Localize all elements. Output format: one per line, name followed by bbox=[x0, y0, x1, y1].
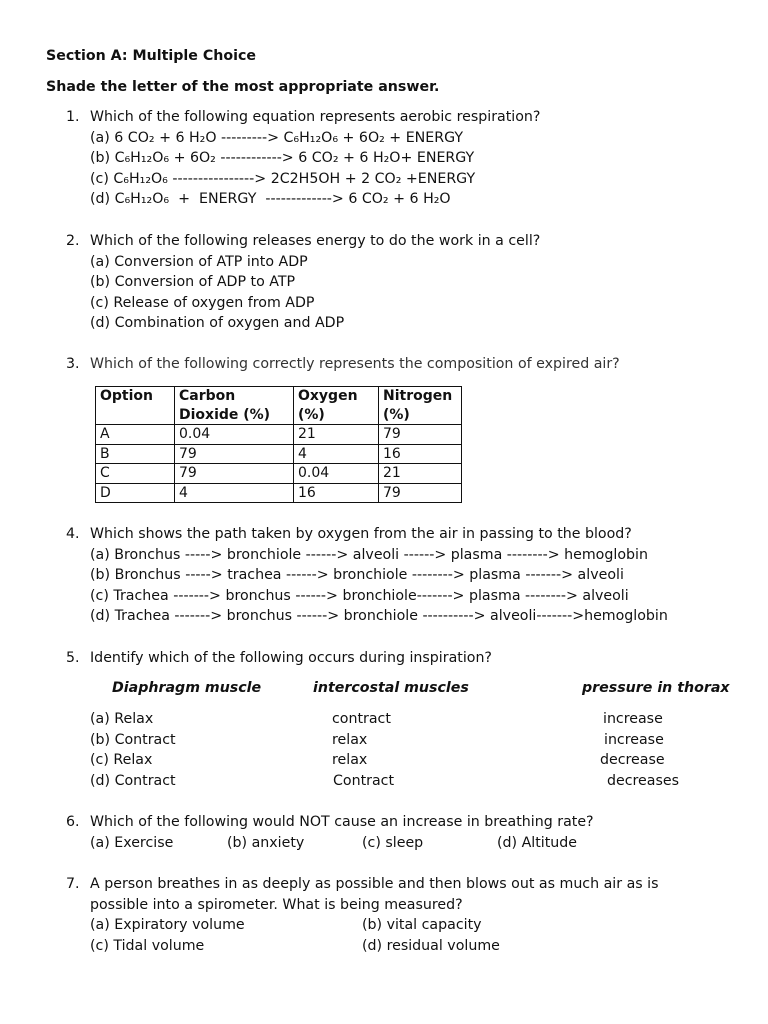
option-c[interactable]: (c) sleep bbox=[362, 834, 424, 851]
expired-air-table bbox=[95, 386, 462, 503]
question-7 bbox=[66, 874, 746, 956]
intercostal-value: relax bbox=[332, 752, 368, 768]
question-number: 5. bbox=[66, 650, 80, 666]
table-cell: 4 bbox=[294, 444, 379, 464]
table-cell: 0.04 bbox=[175, 425, 294, 445]
option-b[interactable]: (b) Conversion of ADP to ATP bbox=[90, 274, 296, 291]
question-stem-line-1: A person breathes in as deeply as possible and then blows out as much air as is bbox=[90, 876, 659, 892]
question-5 bbox=[66, 648, 746, 669]
table-row bbox=[96, 425, 462, 445]
question-6 bbox=[66, 812, 746, 853]
option-c[interactable] bbox=[90, 750, 730, 770]
question-number: 2. bbox=[66, 233, 80, 249]
table-cell: 79 bbox=[175, 464, 294, 484]
option-a[interactable]: (a) Bronchus -----> bronchiole ------> alveoli ------> plasma --------> hemoglobin bbox=[90, 546, 648, 563]
question-stem: Which shows the path taken by oxygen from the air in passing to the blood? bbox=[90, 526, 632, 542]
table-cell: C bbox=[96, 464, 175, 484]
option-b[interactable]: (b) anxiety bbox=[227, 834, 305, 851]
table-cell: 79 bbox=[379, 425, 462, 445]
question-stem: Identify which of the following occurs during inspiration? bbox=[90, 650, 492, 666]
question-2 bbox=[66, 231, 746, 334]
header-intercostal: intercostal muscles bbox=[313, 680, 469, 696]
option-a[interactable]: (a) Conversion of ATP into ADP bbox=[90, 253, 308, 270]
option-d[interactable] bbox=[90, 771, 730, 791]
option-c[interactable]: (c) Tidal volume bbox=[90, 937, 205, 954]
diaphragm-value: (d) Contract bbox=[90, 773, 176, 789]
table-cell: A bbox=[96, 425, 175, 445]
option-c[interactable]: (c) Trachea -------> bronchus ------> bronchiole-------> plasma --------> alveoli bbox=[90, 587, 629, 604]
section-title: Section A: Multiple Choice bbox=[46, 48, 257, 64]
option-c[interactable]: (c) C₆H₁₂O₆ ----------------> 2C2H5OH + 2 CO₂ +ENERGY bbox=[90, 170, 476, 187]
question-number: 7. bbox=[66, 876, 80, 892]
question-stem: Which of the following releases energy to do the work in a cell? bbox=[90, 233, 541, 249]
option-b[interactable]: (b) Bronchus -----> trachea ------> bronchiole --------> plasma -------> alveoli bbox=[90, 567, 624, 584]
pressure-value: increase bbox=[604, 732, 664, 748]
option-b[interactable] bbox=[90, 730, 730, 750]
options-row-2 bbox=[90, 936, 746, 957]
table-header-row bbox=[96, 387, 462, 425]
table-cell: 16 bbox=[294, 483, 379, 503]
diaphragm-value: (c) Relax bbox=[90, 752, 153, 768]
question-stem-line-2: possible into a spirometer. What is being measured? bbox=[90, 896, 463, 913]
option-d[interactable]: (d) residual volume bbox=[362, 937, 500, 954]
table-cell: 21 bbox=[294, 425, 379, 445]
option-a[interactable]: (a) Exercise bbox=[90, 834, 174, 851]
pressure-value: decrease bbox=[600, 752, 665, 768]
intercostal-value: contract bbox=[332, 711, 391, 727]
header-pressure: pressure in thorax bbox=[582, 680, 730, 696]
table-cell: B bbox=[96, 444, 175, 464]
question-stem: Which of the following would NOT cause an increase in breathing rate? bbox=[90, 814, 594, 830]
option-b[interactable]: (b) vital capacity bbox=[362, 917, 482, 934]
question-stem: Which of the following equation represents aerobic respiration? bbox=[90, 109, 541, 125]
table-cell: 4 bbox=[175, 483, 294, 503]
diaphragm-value: (a) Relax bbox=[90, 711, 154, 727]
header-oxygen: Oxygen (%) bbox=[294, 387, 379, 425]
header-option: Option bbox=[96, 387, 175, 425]
diaphragm-value: (b) Contract bbox=[90, 732, 176, 748]
intercostal-value: relax bbox=[332, 732, 368, 748]
options-row bbox=[90, 833, 746, 854]
option-a[interactable] bbox=[90, 709, 730, 729]
pressure-value: increase bbox=[603, 711, 663, 727]
question-number: 4. bbox=[66, 526, 80, 542]
header-carbon-dioxide: Carbon Dioxide (%) bbox=[175, 387, 294, 425]
table-cell: 79 bbox=[379, 483, 462, 503]
option-d[interactable]: (d) C₆H₁₂O₆ + ENERGY -------------> 6 CO₂ + 6 H₂O bbox=[90, 191, 451, 208]
option-a[interactable]: (a) Expiratory volume bbox=[90, 917, 245, 934]
table-cell: D bbox=[96, 483, 175, 503]
question-number: 1. bbox=[66, 109, 80, 125]
question-4 bbox=[66, 524, 746, 627]
table-cell: 16 bbox=[379, 444, 462, 464]
table-cell: 21 bbox=[379, 464, 462, 484]
options-row-1 bbox=[90, 915, 746, 936]
question-stem: Which of the following correctly represents the composition of expired air? bbox=[90, 356, 620, 372]
option-d[interactable]: (d) Trachea -------> bronchus ------> bronchiole ----------> alveoli------->hemoglobin bbox=[90, 608, 668, 625]
table-row bbox=[96, 444, 462, 464]
option-b[interactable]: (b) C₆H₁₂O₆ + 6O₂ ------------> 6 CO₂ + 6 H₂O+ ENERGY bbox=[90, 150, 475, 167]
question-1 bbox=[66, 107, 746, 210]
table-cell: 79 bbox=[175, 444, 294, 464]
option-d[interactable]: (d) Combination of oxygen and ADP bbox=[90, 315, 345, 332]
table-row bbox=[96, 483, 462, 503]
intercostal-value: Contract bbox=[333, 773, 395, 789]
question-3 bbox=[66, 354, 746, 375]
table-cell: 0.04 bbox=[294, 464, 379, 484]
option-a[interactable]: (a) 6 CO₂ + 6 H₂O ---------> C₆H₁₂O₆ + 6O₂ + ENERGY bbox=[90, 129, 464, 146]
header-nitrogen: Nitrogen (%) bbox=[379, 387, 462, 425]
instruction-text: Shade the letter of the most appropriate answer. bbox=[46, 79, 440, 95]
option-c[interactable]: (c) Release of oxygen from ADP bbox=[90, 294, 315, 311]
table-row bbox=[96, 464, 462, 484]
question-number: 6. bbox=[66, 814, 80, 830]
option-d[interactable]: (d) Altitude bbox=[497, 834, 578, 851]
header-diaphragm: Diaphragm muscle bbox=[112, 680, 262, 696]
question-number: 3. bbox=[66, 356, 80, 372]
pressure-value: decreases bbox=[607, 773, 679, 789]
